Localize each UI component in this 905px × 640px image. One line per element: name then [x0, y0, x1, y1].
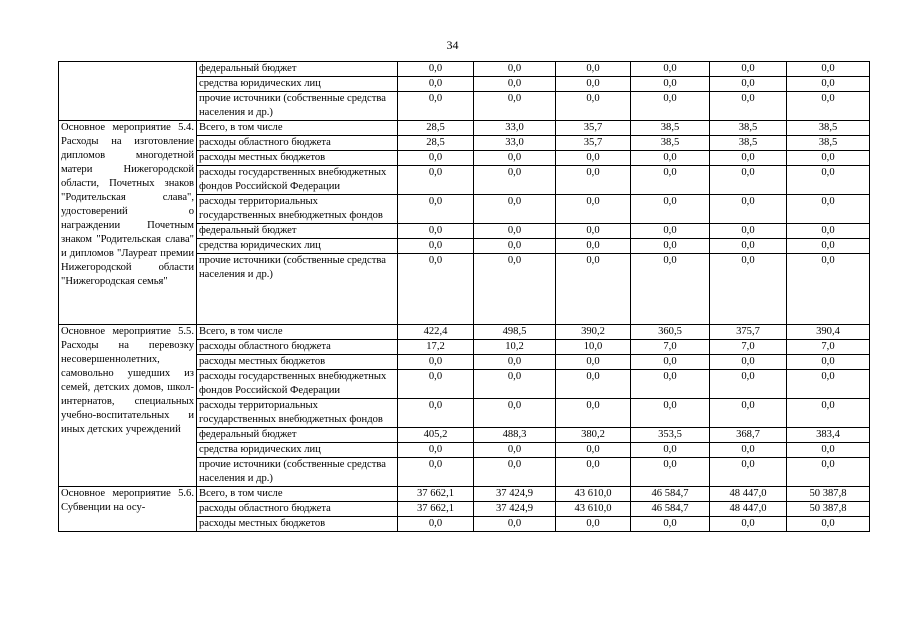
value-cell: 0,0 [398, 443, 474, 458]
value-cell: 390,4 [787, 325, 870, 340]
value-cell: 46 584,7 [631, 502, 710, 517]
funding-source-cell: расходы государственных внебюджетных фондов Российской Федерации [197, 370, 398, 399]
activity-cell: Основное мероприятие 5.4. Расходы на изготовление дипломов многодетной матери Нижегородской области, Почетных знаков "Родительская слава", удостоверений о награждении Почетным знаком "Родительская слава" и дипломов "Лауреат премии Нижегородской области "Нижегородская семья" [59, 121, 197, 325]
value-cell: 0,0 [787, 355, 870, 370]
value-cell: 0,0 [631, 224, 710, 239]
activity-cell: Основное мероприятие 5.5. Расходы на перевозку несовершеннолетних, самовольно ушедших из семей, детских домов, школ-интернатов, специальных учебно-воспитательных и иных детских учреждений [59, 325, 197, 487]
value-cell: 0,0 [398, 355, 474, 370]
value-cell: 375,7 [710, 325, 787, 340]
value-cell: 33,0 [474, 136, 556, 151]
table-row [59, 325, 870, 340]
value-cell: 0,0 [631, 151, 710, 166]
value-cell: 0,0 [474, 399, 556, 428]
value-cell: 0,0 [631, 517, 710, 532]
funding-source-cell: Всего, в том числе [197, 121, 398, 136]
value-cell: 0,0 [787, 239, 870, 254]
value-cell: 10,0 [556, 340, 631, 355]
value-cell: 0,0 [474, 458, 556, 487]
value-cell: 0,0 [398, 517, 474, 532]
value-cell: 0,0 [631, 254, 710, 325]
value-cell: 0,0 [787, 458, 870, 487]
value-cell: 38,5 [631, 136, 710, 151]
value-cell: 0,0 [474, 92, 556, 121]
value-cell: 0,0 [787, 443, 870, 458]
value-cell: 0,0 [398, 254, 474, 325]
value-cell: 7,0 [787, 340, 870, 355]
value-cell: 0,0 [631, 370, 710, 399]
funding-source-cell: расходы местных бюджетов [197, 151, 398, 166]
value-cell: 0,0 [556, 224, 631, 239]
value-cell: 37 662,1 [398, 502, 474, 517]
funding-source-cell: средства юридических лиц [197, 77, 398, 92]
value-cell: 0,0 [631, 239, 710, 254]
funding-source-cell: средства юридических лиц [197, 239, 398, 254]
value-cell: 0,0 [710, 443, 787, 458]
value-cell: 383,4 [787, 428, 870, 443]
value-cell: 0,0 [474, 370, 556, 399]
value-cell: 28,5 [398, 121, 474, 136]
value-cell: 0,0 [398, 62, 474, 77]
value-cell: 0,0 [787, 517, 870, 532]
value-cell: 0,0 [474, 355, 556, 370]
funding-source-cell: расходы областного бюджета [197, 136, 398, 151]
value-cell: 0,0 [710, 195, 787, 224]
page-number: 34 [446, 38, 459, 52]
value-cell: 0,0 [710, 399, 787, 428]
value-cell: 0,0 [631, 62, 710, 77]
value-cell: 0,0 [787, 370, 870, 399]
funding-source-cell: Всего, в том числе [197, 325, 398, 340]
value-cell: 50 387,8 [787, 502, 870, 517]
value-cell: 0,0 [787, 92, 870, 121]
value-cell: 0,0 [556, 355, 631, 370]
value-cell: 0,0 [556, 77, 631, 92]
value-cell: 0,0 [710, 166, 787, 195]
value-cell: 7,0 [631, 340, 710, 355]
funding-source-cell: расходы областного бюджета [197, 502, 398, 517]
value-cell: 0,0 [474, 517, 556, 532]
funding-source-cell: средства юридических лиц [197, 443, 398, 458]
funding-source-cell: Всего, в том числе [197, 487, 398, 502]
value-cell: 368,7 [710, 428, 787, 443]
value-cell: 0,0 [631, 77, 710, 92]
value-cell: 0,0 [710, 458, 787, 487]
value-cell: 0,0 [556, 399, 631, 428]
value-cell: 38,5 [787, 136, 870, 151]
value-cell: 43 610,0 [556, 487, 631, 502]
value-cell: 50 387,8 [787, 487, 870, 502]
value-cell: 0,0 [787, 399, 870, 428]
value-cell: 405,2 [398, 428, 474, 443]
funding-source-cell: прочие источники (собственные средства населения и др.) [197, 92, 398, 121]
value-cell: 0,0 [398, 166, 474, 195]
value-cell: 0,0 [710, 239, 787, 254]
value-cell: 0,0 [474, 224, 556, 239]
value-cell: 488,3 [474, 428, 556, 443]
value-cell: 33,0 [474, 121, 556, 136]
funding-source-cell: расходы территориальных государственных внебюджетных фондов [197, 399, 398, 428]
value-cell: 0,0 [787, 151, 870, 166]
value-cell: 17,2 [398, 340, 474, 355]
value-cell: 0,0 [398, 151, 474, 166]
value-cell: 0,0 [556, 92, 631, 121]
value-cell: 0,0 [710, 254, 787, 325]
funding-source-cell: расходы областного бюджета [197, 340, 398, 355]
table-row [59, 487, 870, 502]
value-cell: 422,4 [398, 325, 474, 340]
value-cell: 38,5 [710, 136, 787, 151]
value-cell: 0,0 [474, 62, 556, 77]
value-cell: 0,0 [787, 195, 870, 224]
table-row [59, 62, 870, 77]
value-cell: 0,0 [556, 370, 631, 399]
value-cell: 0,0 [556, 443, 631, 458]
value-cell: 0,0 [787, 166, 870, 195]
value-cell: 390,2 [556, 325, 631, 340]
value-cell: 0,0 [787, 254, 870, 325]
funding-source-cell: прочие источники (собственные средства населения и др.) [197, 458, 398, 487]
value-cell: 0,0 [556, 62, 631, 77]
value-cell: 0,0 [631, 166, 710, 195]
value-cell: 0,0 [556, 239, 631, 254]
value-cell: 0,0 [556, 517, 631, 532]
value-cell: 0,0 [631, 355, 710, 370]
budget-table [58, 61, 870, 532]
value-cell: 0,0 [631, 195, 710, 224]
value-cell: 353,5 [631, 428, 710, 443]
value-cell: 0,0 [631, 399, 710, 428]
value-cell: 28,5 [398, 136, 474, 151]
funding-source-cell: расходы местных бюджетов [197, 517, 398, 532]
value-cell: 0,0 [556, 254, 631, 325]
value-cell: 37 662,1 [398, 487, 474, 502]
value-cell: 0,0 [631, 443, 710, 458]
value-cell: 35,7 [556, 136, 631, 151]
funding-source-cell: расходы государственных внебюджетных фондов Российской Федерации [197, 166, 398, 195]
value-cell: 0,0 [710, 92, 787, 121]
value-cell: 0,0 [556, 151, 631, 166]
value-cell: 0,0 [398, 92, 474, 121]
funding-source-cell: федеральный бюджет [197, 62, 398, 77]
value-cell: 7,0 [710, 340, 787, 355]
value-cell: 380,2 [556, 428, 631, 443]
value-cell: 0,0 [787, 224, 870, 239]
value-cell: 37 424,9 [474, 502, 556, 517]
value-cell: 0,0 [710, 370, 787, 399]
value-cell: 0,0 [474, 151, 556, 166]
value-cell: 35,7 [556, 121, 631, 136]
value-cell: 38,5 [631, 121, 710, 136]
value-cell: 0,0 [710, 517, 787, 532]
value-cell: 0,0 [398, 399, 474, 428]
funding-source-cell: расходы территориальных государственных внебюджетных фондов [197, 195, 398, 224]
value-cell: 0,0 [398, 370, 474, 399]
value-cell: 0,0 [474, 195, 556, 224]
funding-source-cell: расходы местных бюджетов [197, 355, 398, 370]
funding-source-cell: федеральный бюджет [197, 428, 398, 443]
value-cell: 0,0 [710, 77, 787, 92]
value-cell: 360,5 [631, 325, 710, 340]
value-cell: 0,0 [474, 254, 556, 325]
value-cell: 0,0 [556, 458, 631, 487]
value-cell: 0,0 [398, 224, 474, 239]
value-cell: 498,5 [474, 325, 556, 340]
value-cell: 0,0 [710, 224, 787, 239]
value-cell: 0,0 [474, 77, 556, 92]
value-cell: 0,0 [710, 151, 787, 166]
table-row [59, 121, 870, 136]
value-cell: 0,0 [398, 77, 474, 92]
value-cell: 0,0 [631, 458, 710, 487]
value-cell: 10,2 [474, 340, 556, 355]
value-cell: 0,0 [787, 62, 870, 77]
value-cell: 0,0 [787, 77, 870, 92]
funding-source-cell: прочие источники (собственные средства населения и др.) [197, 254, 398, 325]
value-cell: 46 584,7 [631, 487, 710, 502]
value-cell: 0,0 [474, 166, 556, 195]
value-cell: 0,0 [398, 195, 474, 224]
activity-cell [59, 62, 197, 121]
value-cell: 0,0 [631, 92, 710, 121]
value-cell: 0,0 [710, 62, 787, 77]
value-cell: 0,0 [474, 443, 556, 458]
value-cell: 37 424,9 [474, 487, 556, 502]
funding-source-cell: федеральный бюджет [197, 224, 398, 239]
value-cell: 38,5 [787, 121, 870, 136]
value-cell: 48 447,0 [710, 502, 787, 517]
value-cell: 0,0 [398, 458, 474, 487]
value-cell: 0,0 [474, 239, 556, 254]
value-cell: 38,5 [710, 121, 787, 136]
value-cell: 0,0 [556, 195, 631, 224]
value-cell: 43 610,0 [556, 502, 631, 517]
value-cell: 0,0 [398, 239, 474, 254]
value-cell: 0,0 [556, 166, 631, 195]
value-cell: 48 447,0 [710, 487, 787, 502]
value-cell: 0,0 [710, 355, 787, 370]
activity-cell: Основное мероприятие 5.6. Субвенции на осу- [59, 487, 197, 532]
